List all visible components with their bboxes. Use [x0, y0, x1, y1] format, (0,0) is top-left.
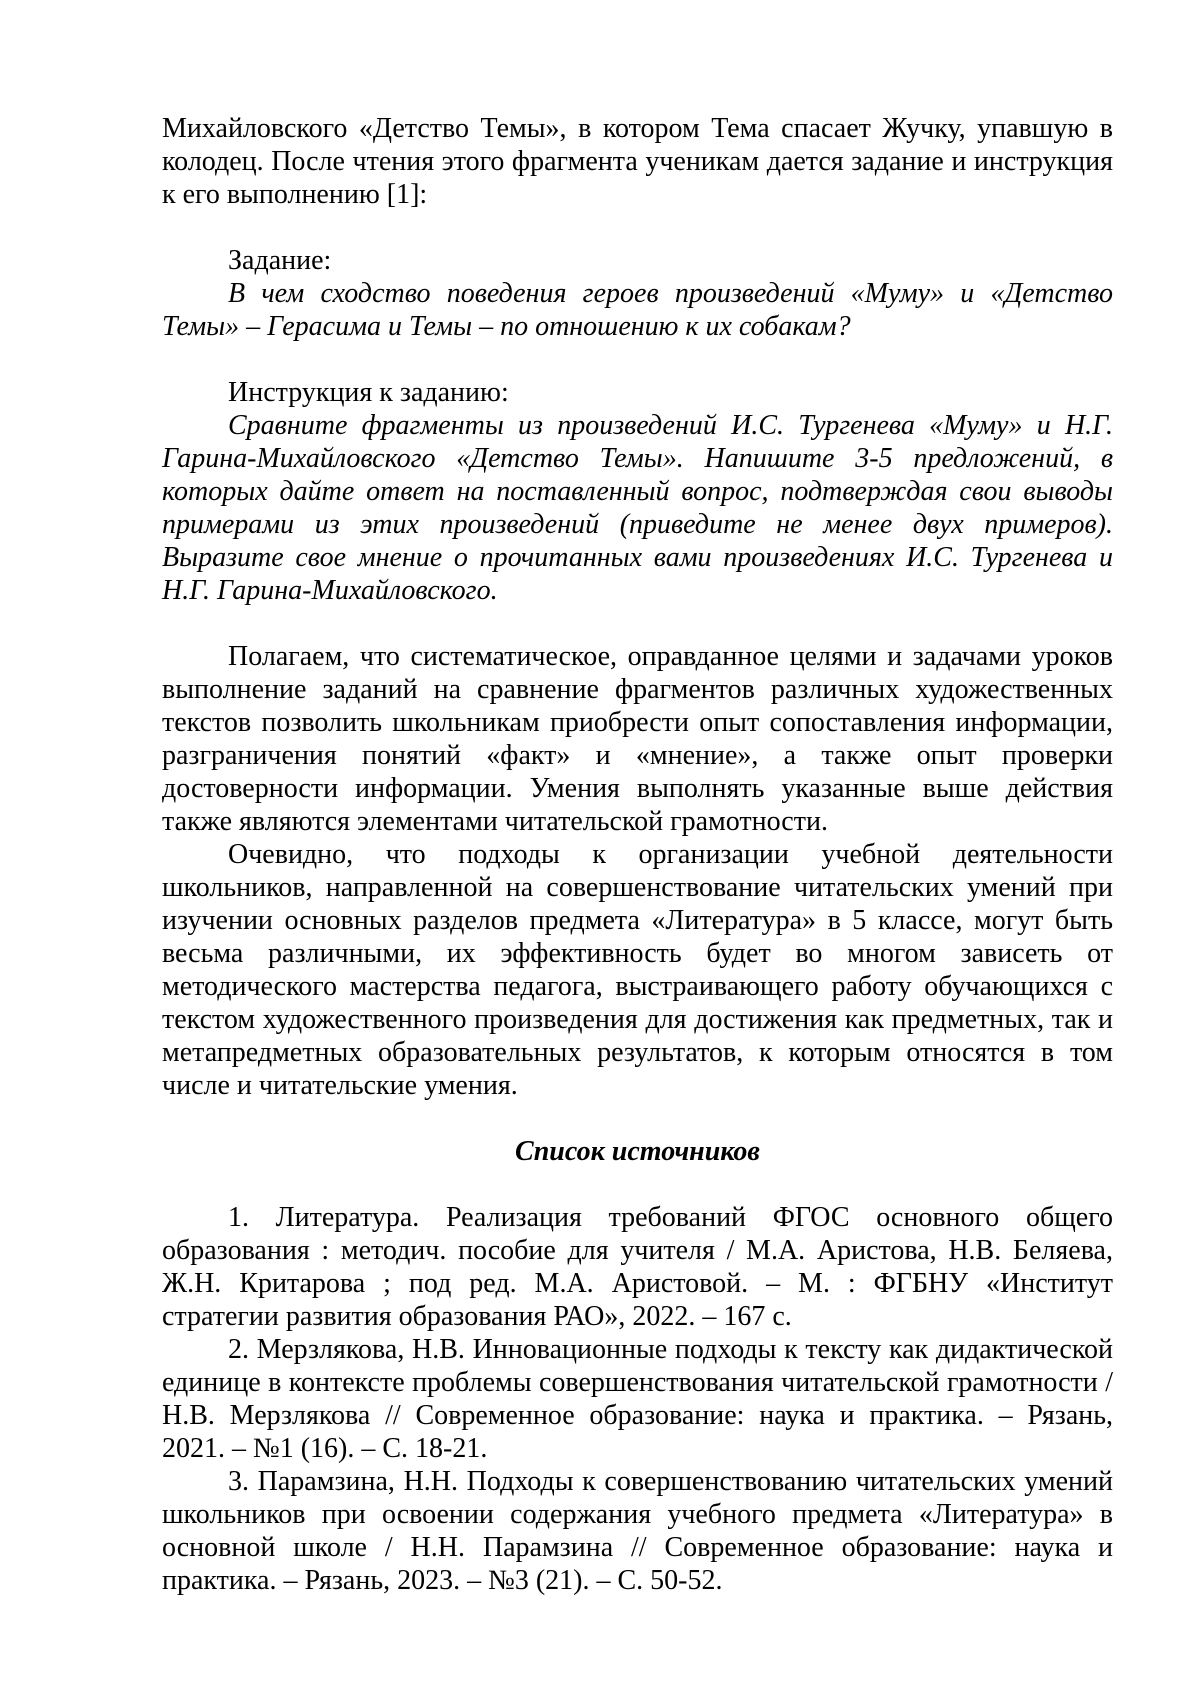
reference-item-2: 2. Мерзлякова, Н.В. Инновационные подходы к тексту как дидактической единице в контексте проблемы совершенствования читательской грамотности / Н.В. Мерзлякова // Современное образование: наука и практика. – Рязань, 2021. – №1 (16). – С. 18-21. [162, 1334, 1113, 1464]
task-label: Задание: [228, 245, 332, 276]
reference-item-1: 1. Литература. Реализация требований ФГОС основного общего образования : методич. пособие для учителя / М.А. Аристова, Н.В. Беляева, Ж.Н. Критарова ; под ред. М.А. Аристовой. – М. : ФГБНУ «Институт стратегии развития образования РАО», 2022. – 167 с. [162, 1202, 1113, 1332]
body-paragraph-2: Очевидно, что подходы к организации учебной деятельности школьников, направленной на совершенствование читательских умений при изучении основных разделов предмета «Литература» в 5 классе, могут быть весьма различными, их эффективность будет во многом зависеть от методического мастерства педагога, выстраивающего работу обучающихся с текстом художественного произведения для достижения как предметных, так и метапредметных образовательных результатов, к которым относятся в том числе и читательские умения. [162, 839, 1113, 1101]
body-paragraph-1: Полагаем, что систематическое, оправданное целями и задачами уроков выполнение заданий на сравнение фрагментов различных художественных текстов позволить школьникам приобрести опыт сопоставления информации, разграничения понятий «факт» и «мнение», а также опыт проверки достоверности информации. Умения выполнять указанные выше действия также являются элементами читательской грамотности. [162, 641, 1113, 837]
instruction-label: Инструкция к заданию: [228, 377, 509, 408]
task-question: В чем сходство поведения героев произведений «Муму» и «Детство Темы» – Герасима и Темы – по отношению к их собакам? [162, 278, 1113, 342]
intro-paragraph: Михайловского «Детство Темы», в котором Тема спасает Жучку, упавшую в колодец. После чтения этого фрагмента ученикам дается задание и инструкция к его выполнению [1]: [162, 113, 1113, 210]
sources-heading: Список источников [515, 1136, 760, 1167]
instruction-text: Сравните фрагменты из произведений И.С. Тургенева «Муму» и Н.Г. Гарина-Михайловского «Детство Темы». Напишите 3-5 предложений, в которых дайте ответ на поставленный вопрос, подтверждая свои выводы примерами из этих произведений (приведите не менее двух примеров). Выразите свое мнение о прочитанных вами произведениях И.С. Тургенева и Н.Г. Гарина-Михайловского. [162, 410, 1113, 606]
reference-item-3: 3. Парамзина, Н.Н. Подходы к совершенствованию читательских умений школьников при освоении содержания учебного предмета «Литература» в основной школе / Н.Н. Парамзина // Современное образование: наука и практика. – Рязань, 2023. – №3 (21). – С. 50-52. [162, 1466, 1113, 1596]
